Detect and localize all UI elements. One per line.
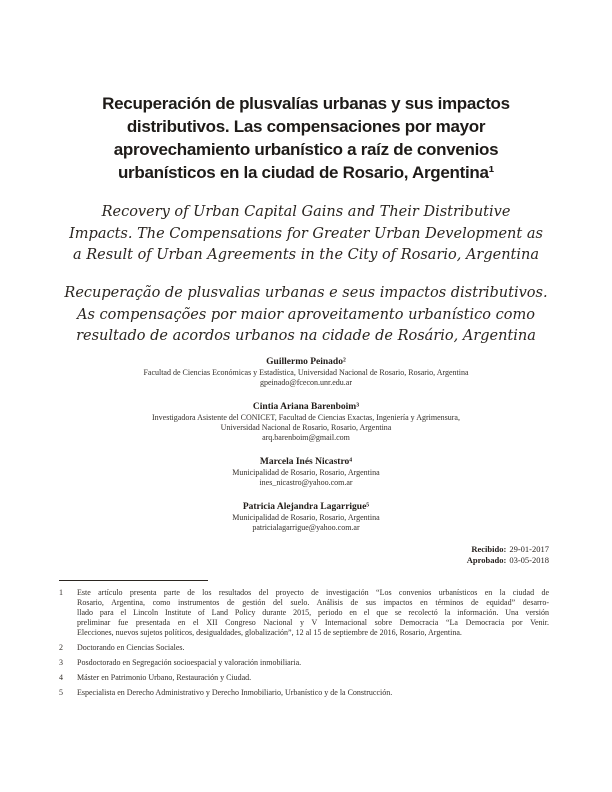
author-name: Guillermo Peinado² — [266, 357, 346, 367]
article-title-line: Recuperación de plusvalías urbanas y sus impactos — [102, 94, 510, 113]
article-title-portuguese — [40, 283, 572, 348]
footnote-text-line: Este artículo presenta parte de los resultados del proyecto de investigación “Los convenios urbanísticos en la ciudad de — [77, 588, 549, 597]
dates-block — [467, 544, 549, 565]
footnote — [59, 588, 549, 638]
footnote-text: Doctorando en Ciencias Sociales. — [77, 643, 185, 652]
footnote-number: 2 — [59, 643, 63, 652]
footnote-number: 5 — [59, 688, 63, 697]
footnote-text-line: llado para el Lincoln Institute of Land Policy durante 2015, periodo en el que se recolectó la información. Una versión — [77, 608, 549, 617]
footnote — [59, 673, 549, 683]
footnote-number: 4 — [59, 673, 63, 682]
article-title-english-line: a Result of Urban Agreements in the City of Rosario, Argentina — [72, 247, 540, 263]
author-email: arq.barenboim@gmail.com — [262, 433, 350, 442]
footnote — [59, 658, 549, 668]
footnote-text: Posdoctorado en Segregación socioespacial y valoración inmobiliaria. — [77, 658, 302, 667]
author-name: Patricia Alejandra Lagarrigue⁵ — [242, 502, 370, 512]
footnote-number: 1 — [59, 588, 63, 597]
article-title-portuguese-line: As compensações por maior aproveitamento urbanístico como — [77, 306, 535, 323]
approved-label: Aprobado: — [466, 554, 507, 565]
author-affiliation: Investigadora Asistente del CONICET, Facultad de Ciencias Exactas, Ingeniería y Agrimensura, — [152, 413, 460, 422]
footnote-text: Máster en Patrimonio Urbano, Restauración y Ciudad. — [77, 673, 252, 682]
article-title — [50, 92, 562, 184]
footnote-number: 3 — [59, 658, 63, 667]
author-affiliation: Municipalidad de Rosario, Rosario, Argentina — [232, 513, 380, 522]
author-affiliation: Municipalidad de Rosario, Rosario, Argentina — [232, 468, 380, 477]
footnote-text — [77, 588, 549, 638]
received-label: Recibido: — [471, 544, 507, 554]
approved-value: 03-05-2018 — [509, 554, 549, 565]
author-email: gpeinado@fcecon.unr.edu.ar — [260, 378, 352, 387]
author-entry — [56, 356, 556, 388]
footnote-text: Especialista en Derecho Administrativo y Derecho Inmobiliario, Urbanístico y de la Construcción. — [77, 688, 393, 697]
article-title-line: urbanísticos en la ciudad de Rosario, Argentina¹ — [117, 163, 495, 182]
article-title-line: aprovechamiento urbanístico a raíz de convenios — [113, 140, 499, 159]
authors-block — [56, 356, 556, 546]
author-email: patricialagarrigue@yahoo.com.ar — [252, 523, 360, 532]
footnote — [59, 643, 549, 653]
author-affiliation: Universidad Nacional de Rosario, Rosario, Argentina — [220, 423, 392, 432]
footnotes-block — [59, 588, 549, 703]
author-entry — [56, 401, 556, 443]
author-name: Marcela Inés Nicastro⁴ — [259, 457, 353, 467]
author-name: Cintia Ariana Barenboim³ — [252, 402, 360, 412]
article-title-portuguese-line: resultado de acordos urbanos na cidade de Rosário, Argentina — [76, 328, 536, 344]
author-email: ines_nicastro@yahoo.com.ar — [259, 478, 353, 487]
footnote-separator-rule — [59, 580, 208, 581]
author-entry — [56, 501, 556, 533]
article-title-english-line: Recovery of Urban Capital Gains and Their Distributive — [101, 204, 511, 220]
author-affiliation: Facultad de Ciencias Económicas y Estadística, Universidad Nacional de Rosario, Rosario, Argentina — [143, 368, 469, 377]
footnote-text-line: Elecciones, nuevos sujetos políticos, desigualdades, globalización”, 12 al 15 de septiembre de 2016, Rosario, Argentina. — [77, 628, 462, 637]
footnote-text-line: preliminar fue presentada en el XII Congreso Nacional y V Internacional sobre Democracia “La Democracia por Venir. — [77, 618, 549, 627]
approved-date — [467, 555, 549, 566]
author-entry — [56, 456, 556, 488]
article-title-line: distributivos. Las compensaciones por mayor — [126, 117, 486, 136]
received-value: 29-01-2017 — [509, 544, 549, 554]
article-title-portuguese-line: Recuperação de plusvalias urbanas e seus impactos distributivos. — [64, 285, 548, 301]
footnote — [59, 688, 549, 698]
article-title-english — [40, 202, 572, 267]
received-date — [467, 544, 549, 555]
article-title-english-line: Impacts. The Compensations for Greater Urban Development as — [69, 225, 543, 242]
footnote-text-line: Rosario, Argentina, como instrumentos de gestión del suelo. Análisis de sus impactos en términos de equidad” desarro- — [77, 598, 549, 607]
